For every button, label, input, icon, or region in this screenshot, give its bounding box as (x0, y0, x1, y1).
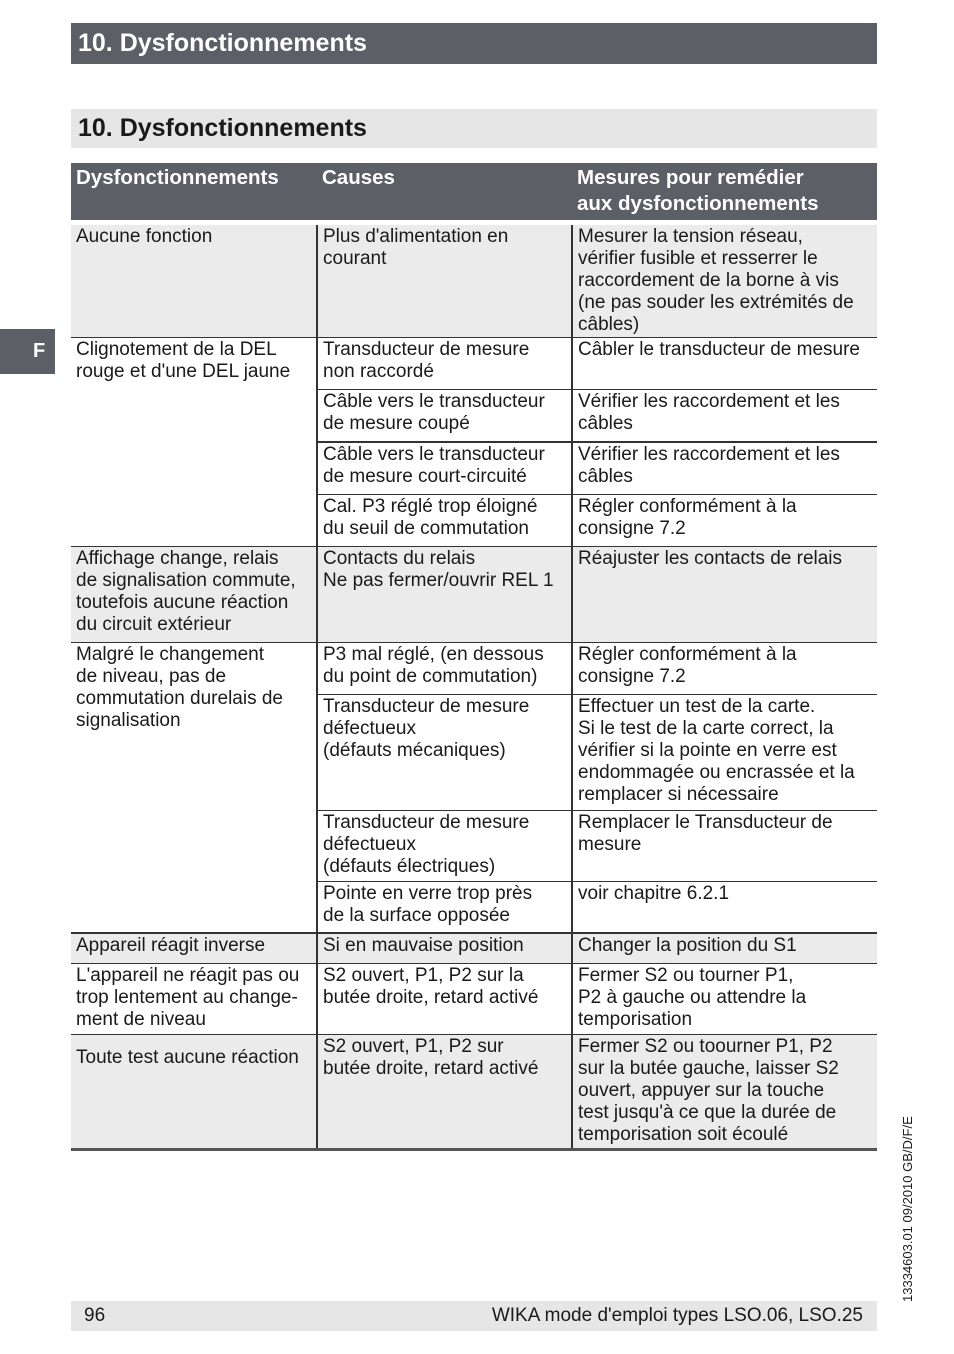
table-row (71, 964, 877, 1035)
remedy-cell: Vérifier les raccordement et les câbles (572, 442, 877, 495)
remedy-cell: Fermer S2 ou toourner P1, P2 sur la butée gauche, laisser S2 ouvert, appuyer sur la touche test jusqu'à ce que la durée de temporisation soit écoulé (572, 1035, 877, 1150)
cause-cell: Transducteur de mesure non raccordé (317, 338, 572, 390)
cause-cell: Transducteur de mesure défectueux (défauts électriques) (317, 811, 572, 882)
language-tab (0, 329, 55, 374)
page-footer (71, 1301, 877, 1331)
section-heading-title: 10. Dysfonctionnements (78, 114, 367, 142)
language-tab-label: F (33, 340, 46, 362)
remedy-cell: Vérifier les raccordement et les câbles (572, 390, 877, 442)
cause-cell: Si en mauvaise position (317, 933, 572, 964)
fault-cell: Malgré le changement de niveau, pas de commutation durelais de signalisation (71, 643, 317, 933)
fault-cell: Affichage change, relais de signalisation commute, toutefois aucune réaction du circuit extérieur (71, 547, 317, 643)
fault-cell: L'appareil ne réagit pas ou trop lentement au change- ment de niveau (71, 964, 317, 1035)
cause-cell: Plus d'alimentation en courant (317, 225, 572, 338)
remedy-cell: Mesurer la tension réseau, vérifier fusible et resserrer le raccordement de la borne à vis (ne pas souder les extrémités de câbles) (572, 225, 877, 338)
remedy-cell: Réajuster les contacts de relais (572, 547, 877, 643)
fault-cell: Toute test aucune réaction (71, 1035, 317, 1150)
document-code: 13334603.01 09/2010 GB/D/F/E (900, 1116, 915, 1302)
fault-cell: Clignotement de la DEL rouge et d'une DEL jaune (71, 338, 317, 547)
fault-cell: Aucune fonction (71, 225, 317, 338)
remedy-cell: Remplacer le Transducteur de mesure (572, 811, 877, 882)
chapter-header (71, 23, 877, 64)
cause-cell: Câble vers le transducteur de mesure coupé (317, 390, 572, 442)
table-row (71, 547, 877, 643)
cause-cell: Pointe en verre trop près de la surface opposée (317, 882, 572, 933)
remedy-cell: Fermer S2 ou tourner P1, P2 à gauche ou attendre la temporisation (572, 964, 877, 1035)
remedy-cell: Câbler le transducteur de mesure (572, 338, 877, 390)
cause-cell: Cal. P3 réglé trop éloigné du seuil de commutation (317, 495, 572, 547)
section-heading (71, 109, 877, 148)
table-row (71, 933, 877, 964)
table-row (71, 1035, 877, 1150)
table-row (71, 643, 877, 695)
footer-title: WIKA mode d'emploi types LSO.06, LSO.25 (491, 1305, 863, 1326)
remedy-cell: Régler conformément à la consigne 7.2 (572, 643, 877, 695)
table-header (71, 163, 877, 220)
remedy-cell: Changer la position du S1 (572, 933, 877, 964)
table-row (71, 338, 877, 390)
cause-cell: S2 ouvert, P1, P2 sur la butée droite, retard activé (317, 964, 572, 1035)
remedy-cell: Effectuer un test de la carte. Si le test de la carte correct, la vérifier si la pointe en verre est endommagée ou encrassée et la remplacer si nécessaire (572, 695, 877, 811)
chapter-header-title: 10. Dysfonctionnements (78, 29, 367, 57)
remedy-cell: Régler conformément à la consigne 7.2 (572, 495, 877, 547)
table-row (71, 225, 877, 338)
header-faults: Dysfonctionnements (71, 163, 317, 220)
header-remedies: Mesures pour remédier aux dysfonctionnements (572, 163, 877, 220)
cause-cell: Transducteur de mesure défectueux (défauts mécaniques) (317, 695, 572, 811)
page-number: 96 (84, 1305, 106, 1326)
cause-cell: Câble vers le transducteur de mesure court-circuité (317, 442, 572, 495)
cause-cell: S2 ouvert, P1, P2 sur butée droite, retard activé (317, 1035, 572, 1150)
cause-cell: P3 mal réglé, (en dessous du point de commutation) (317, 643, 572, 695)
cause-cell: Contacts du relais Ne pas fermer/ouvrir REL 1 (317, 547, 572, 643)
troubleshooting-table (71, 163, 877, 1151)
remedy-cell: voir chapitre 6.2.1 (572, 882, 877, 933)
header-causes: Causes (317, 163, 572, 220)
fault-cell: Appareil réagit inverse (71, 933, 317, 964)
